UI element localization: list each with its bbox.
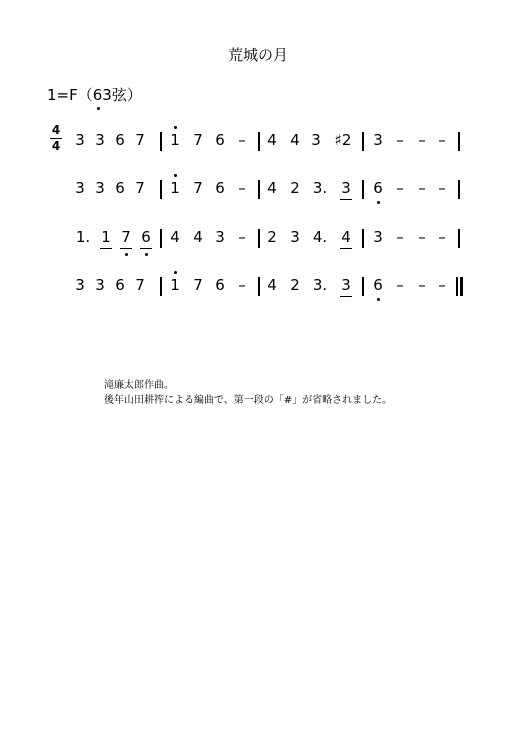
- score-title: 荒城の月: [227, 46, 288, 64]
- upper-octave-dot: [174, 271, 177, 274]
- barline: [362, 132, 364, 151]
- note: –: [396, 131, 404, 149]
- note: 3: [95, 131, 105, 149]
- barline: [458, 229, 460, 248]
- upper-octave-dot: [174, 174, 177, 177]
- note: 7: [193, 179, 203, 197]
- lower-octave-dot: [377, 201, 380, 204]
- note: 3: [95, 179, 105, 197]
- barline: [362, 277, 364, 296]
- key-suffix: 3弦）: [102, 86, 142, 104]
- time-signature-top: 4: [51, 123, 61, 137]
- note: 6: [115, 276, 125, 294]
- note: 7: [121, 228, 131, 246]
- note: 1: [170, 276, 180, 294]
- note: 4: [193, 228, 203, 246]
- note: –: [238, 228, 246, 246]
- note: 3: [373, 228, 383, 246]
- barline: [258, 277, 260, 296]
- note: 4: [170, 228, 180, 246]
- note: 3: [95, 276, 105, 294]
- barline: [362, 180, 364, 199]
- note: –: [396, 228, 404, 246]
- note: 3: [75, 131, 85, 149]
- note: 3: [75, 276, 85, 294]
- note: 6: [115, 179, 125, 197]
- eighth-underline: [340, 199, 352, 200]
- note: 3: [373, 131, 383, 149]
- note-line-2: 後年山田耕筰による編曲で、第一段の「#」が省略されました。: [104, 395, 393, 406]
- note: –: [438, 131, 446, 149]
- note: 2: [290, 179, 300, 197]
- note: 2: [290, 276, 300, 294]
- barline: [258, 132, 260, 151]
- barline: [258, 229, 260, 248]
- note: 6: [215, 131, 225, 149]
- note: –: [418, 131, 426, 149]
- note: –: [396, 276, 404, 294]
- lower-octave-dot: [125, 253, 128, 256]
- note: 4: [341, 228, 351, 246]
- note: 2: [267, 228, 277, 246]
- final-barline-thick: [460, 277, 463, 296]
- time-signature-bottom: 4: [51, 139, 61, 153]
- note: 4: [290, 131, 300, 149]
- barline: [160, 180, 162, 199]
- note: 1.: [75, 228, 91, 246]
- note: 7: [135, 276, 145, 294]
- staff-line-3: [0, 228, 516, 268]
- barline: [458, 132, 460, 151]
- key-dotted-digit: 6: [93, 86, 103, 104]
- eighth-underline: [340, 296, 352, 297]
- note: –: [396, 179, 404, 197]
- staff-line-1: [0, 131, 516, 171]
- barline: [160, 277, 162, 296]
- barline: [458, 180, 460, 199]
- note: 1: [170, 179, 180, 197]
- eighth-underline: [140, 248, 152, 249]
- eighth-underline: [100, 248, 112, 249]
- lower-octave-dot: [145, 253, 148, 256]
- note: 4: [267, 276, 277, 294]
- note: 6: [215, 179, 225, 197]
- note: –: [438, 179, 446, 197]
- note: ♯2: [334, 131, 352, 149]
- note: 3: [341, 276, 351, 294]
- staff-line-4: [0, 276, 516, 316]
- note: 3.: [312, 179, 328, 197]
- staff-line-2: [0, 179, 516, 219]
- note: 7: [193, 276, 203, 294]
- barline: [160, 132, 162, 151]
- key-signature: [47, 84, 142, 105]
- note: –: [438, 228, 446, 246]
- note: 3.: [312, 276, 328, 294]
- note: 7: [193, 131, 203, 149]
- note: 3: [311, 131, 321, 149]
- note: 6: [215, 276, 225, 294]
- barline: [258, 180, 260, 199]
- eighth-underline: [340, 248, 352, 249]
- note: 1: [101, 228, 111, 246]
- lower-octave-dot: [377, 298, 380, 301]
- note: 4: [267, 179, 277, 197]
- note: –: [238, 131, 246, 149]
- final-barline-thin: [456, 277, 458, 296]
- note: 6: [373, 179, 383, 197]
- barline: [160, 229, 162, 248]
- note: 1: [170, 131, 180, 149]
- note: –: [418, 228, 426, 246]
- note: 6: [141, 228, 151, 246]
- lower-octave-dot: [97, 107, 100, 110]
- note: 6: [373, 276, 383, 294]
- note: 3: [341, 179, 351, 197]
- eighth-underline: [120, 248, 132, 249]
- note: 3: [290, 228, 300, 246]
- note: 7: [135, 131, 145, 149]
- upper-octave-dot: [174, 126, 177, 129]
- note: –: [418, 179, 426, 197]
- note: 4.: [312, 228, 328, 246]
- key-prefix: 1=F（: [47, 86, 93, 104]
- note-line-1: 滝廉太郎作曲。: [104, 380, 174, 391]
- note: 3: [215, 228, 225, 246]
- composer-notes: [104, 378, 392, 408]
- barline: [362, 229, 364, 248]
- note: 4: [267, 131, 277, 149]
- note: 6: [115, 131, 125, 149]
- note: –: [438, 276, 446, 294]
- note: 7: [135, 179, 145, 197]
- note: 3: [75, 179, 85, 197]
- note: –: [238, 179, 246, 197]
- note: –: [238, 276, 246, 294]
- note: –: [418, 276, 426, 294]
